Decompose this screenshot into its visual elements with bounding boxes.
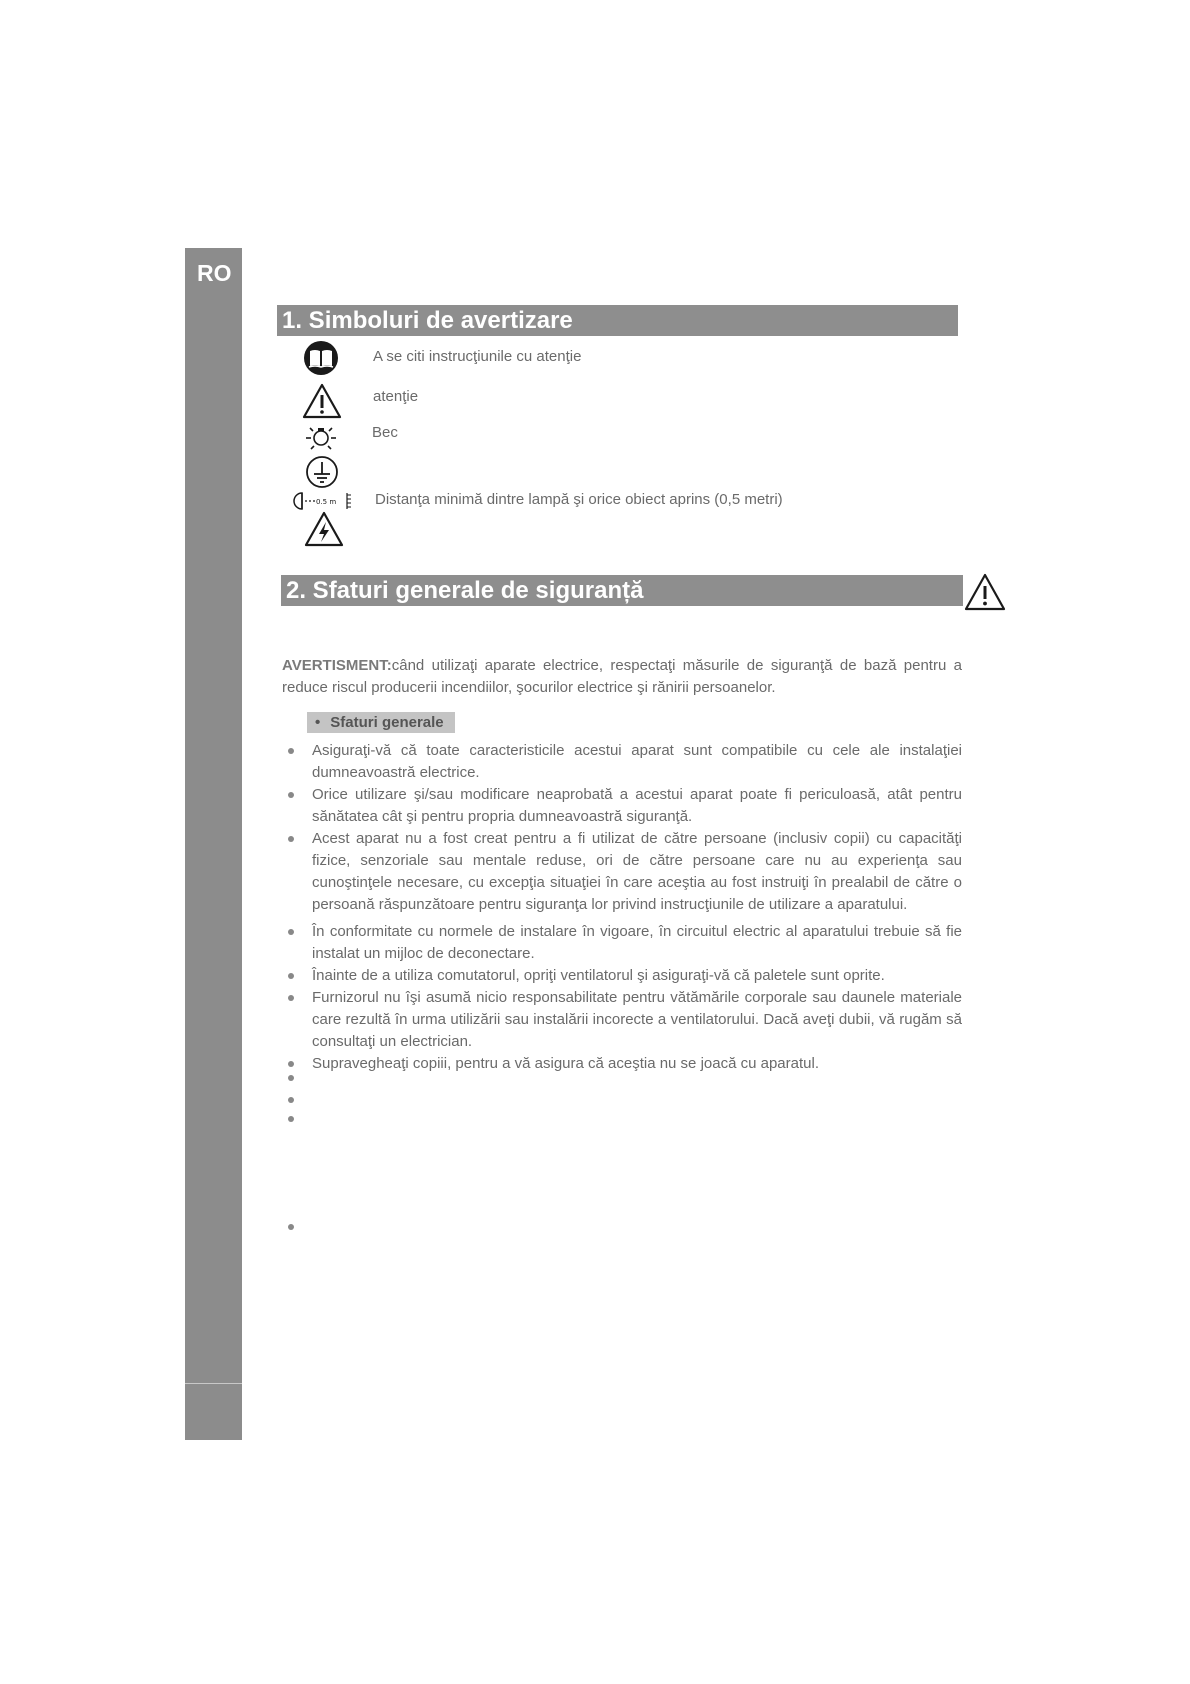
list-item: Supravegheaţi copiii, pentru a vă asigura că aceştia nu se joacă cu aparatul. [286, 1053, 962, 1075]
warning-paragraph [282, 655, 962, 699]
empty-bullet [288, 1075, 294, 1081]
list-item: Furnizorul nu îşi asumă nicio responsabilitate pentru vătămările corporale sau daunele materiale care rezultă în urma utilizării sau instalării incorecte a ventilatorului. Dacă aveţi dubii, vă rugăm să consultaţi un electrician. [286, 987, 962, 1053]
general-tips-title: Sfaturi generale [330, 714, 444, 731]
symbol-text-bulb: Bec [372, 424, 398, 441]
side-bar [185, 248, 242, 1440]
ground-earth-icon [305, 455, 339, 489]
lamp-distance-icon [293, 490, 355, 512]
warning-label: AVERTISMENT: [282, 657, 392, 674]
section-1-title: 1. Simboluri de avertizare [277, 305, 958, 336]
high-voltage-icon [304, 511, 344, 547]
empty-bullet [288, 1116, 294, 1122]
section-2-title: 2. Sfaturi generale de siguranță [281, 575, 963, 606]
light-bulb-icon [303, 420, 339, 454]
lamp-distance-label: 0.5 m [316, 498, 337, 506]
general-tips-subheader: • Sfaturi generale [307, 712, 455, 733]
warning-triangle-icon [302, 383, 342, 419]
empty-bullet [288, 1097, 294, 1103]
empty-bullet [288, 1224, 294, 1230]
list-item: Orice utilizare şi/sau modificare neaprobată a acestui aparat poate fi periculoasă, atât pentru sănătatea cât şi pentru propria dumneavoastră siguranţă. [286, 784, 962, 828]
symbol-text-attention: atenţie [373, 388, 419, 405]
list-item: Înainte de a utiliza comutatorul, opriţi ventilatorul şi asiguraţi-vă că paletele sunt oprite. [286, 965, 962, 987]
list-item: Acest aparat nu a fost creat pentru a fi utilizat de către persoane (inclusiv copii) cu capacităţi fizice, senzoriale sau mentale reduse, ori de către persoane care nu au experienţa sau cunoştinţele necesare, cu excepţia situaţiei în care aceştia au fost instruiţi în prealabil de către o persoană răspunzătoare pentru siguranţa lor privind instrucţiunile de utilizare a aparatului. [286, 828, 962, 916]
book-manual-icon [303, 340, 339, 376]
list-item: În conformitate cu normele de instalare în vigoare, în circuitul electric al aparatului trebuie să fie instalat un mijloc de deconectare. [286, 921, 962, 965]
symbol-text-read-instructions: A se citi instrucţiunile cu atenţie [373, 348, 582, 365]
warning-text: când utilizaţi aparate electrice, respectaţi măsurile de siguranţă de bază pentru a reduce riscul producerii incendiilor, şocurilor electrice şi rănirii persoanelor. [282, 657, 962, 696]
language-label: RO [197, 260, 232, 286]
safety-bullet-list [286, 740, 962, 1075]
list-item: Asiguraţi-vă că toate caracteristicile acestui aparat sunt compatibile cu cele ale instalaţiei dumneavoastră electrice. [286, 740, 962, 784]
warning-triangle-icon [964, 573, 1006, 611]
side-bar-divider [185, 1383, 242, 1384]
symbol-text-min-distance: Distanţa minimă dintre lampă şi orice obiect aprins (0,5 metri) [375, 491, 783, 508]
